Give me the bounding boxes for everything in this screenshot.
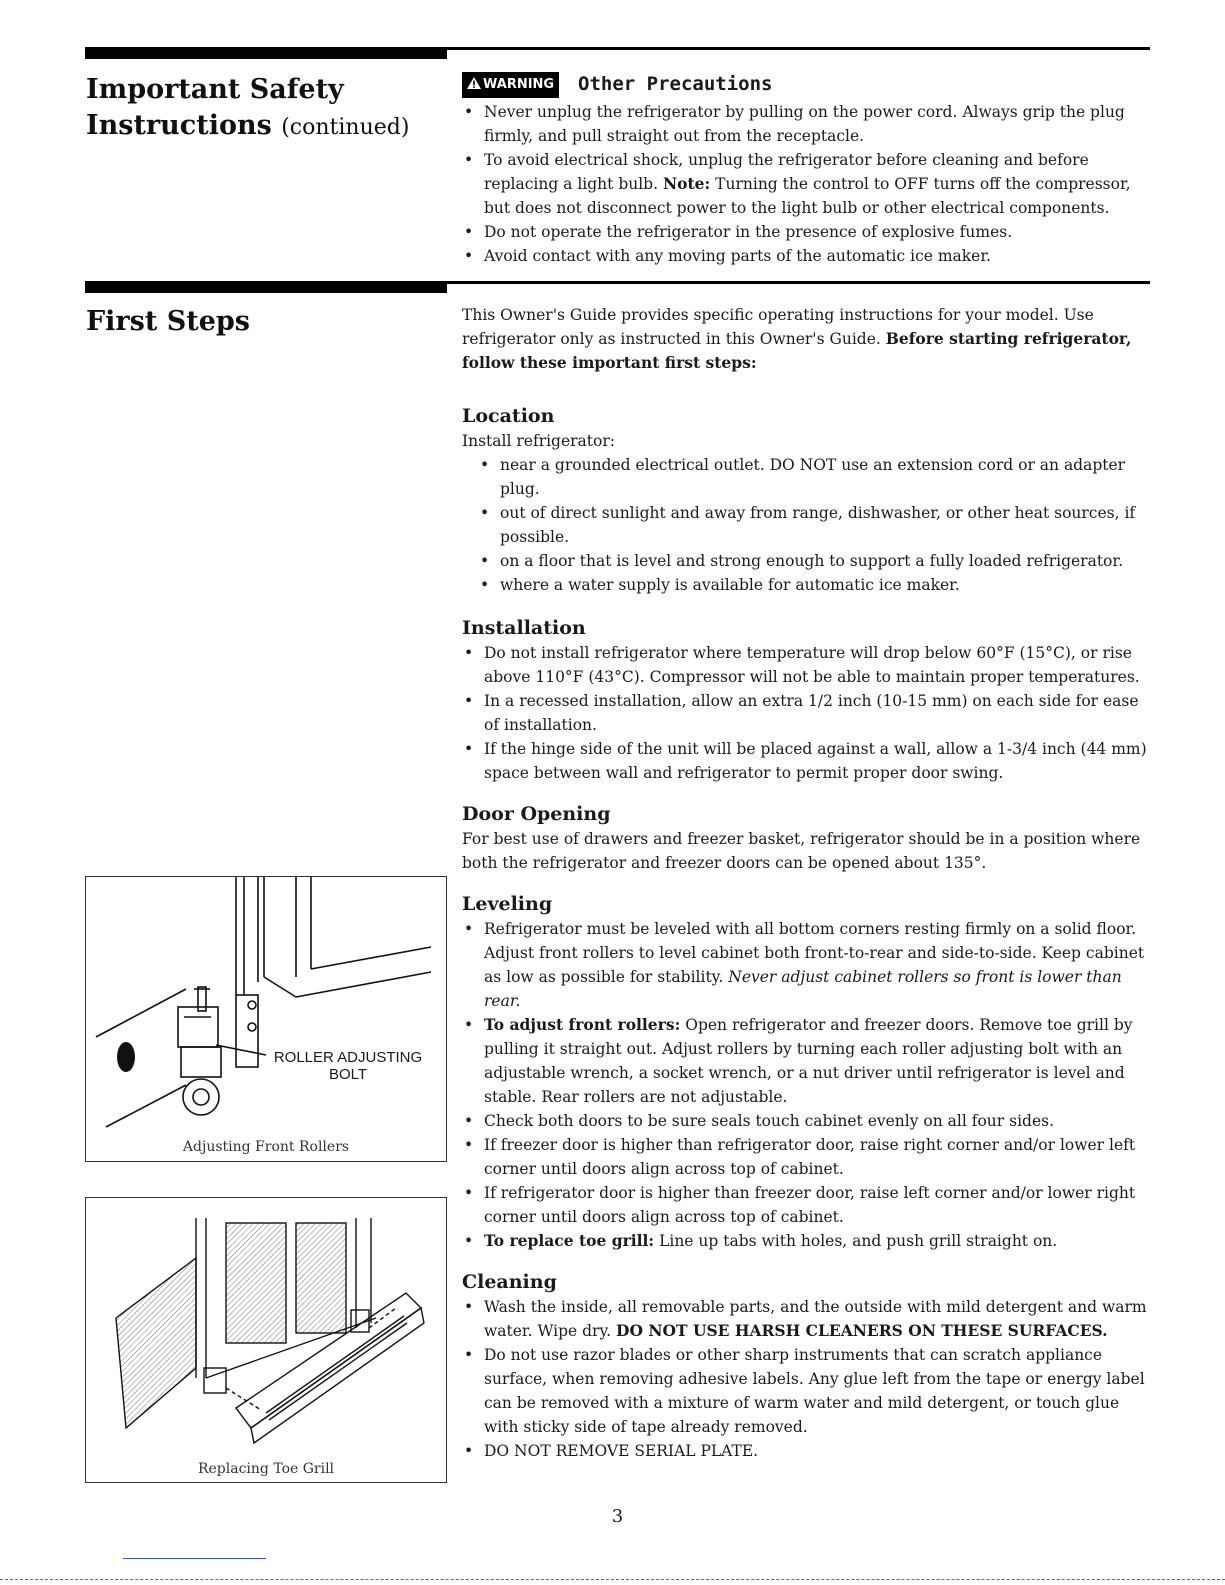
location-heading: Location	[462, 405, 555, 427]
list-item: • out of direct sunlight and away from range, dishwasher, or other heat sources, if possible.	[462, 501, 1152, 549]
top-rule-thin	[447, 47, 1150, 50]
leveling-heading: Leveling	[462, 893, 553, 915]
leveling-list	[462, 917, 1152, 1253]
note-label: Note:	[662, 174, 711, 193]
list-item: • Do not operate the refrigerator in the presence of explosive fumes.	[462, 220, 1152, 244]
list-item: • Refrigerator must be leveled with all bottom corners resting firmly on a solid floor. Adjust front rollers to level cabinet both front-to-rear and side-to-side. Keep cabinet as low as possible for stability. Never adjust cabinet rollers so front is lower than rear.	[462, 917, 1152, 1013]
list-item: • To adjust front rollers: Open refrigerator and freezer doors. Remove toe grill by pulling it straight out. Adjust rollers by turning each roller adjusting bolt with an adjustable wrench, a socket wrench, or a nut driver until refrigerator is level and stable. Rear rollers are not adjustable.	[462, 1013, 1152, 1109]
precautions-list	[462, 100, 1152, 268]
list-item: • on a floor that is level and strong enough to support a fully loaded refrigerator.	[462, 549, 1152, 573]
list-item: • Never unplug the refrigerator by pulling on the power cord. Always grip the plug firmly, and pull straight out from the receptacle.	[462, 100, 1152, 148]
door-opening-text: For best use of drawers and freezer basket, refrigerator should be in a position where both the refrigerator and freezer doors can be opened about 135°.	[462, 830, 1141, 872]
list-item: • Check both doors to be sure seals touch cabinet evenly on all four sides.	[462, 1109, 1152, 1133]
cleaning-heading: Cleaning	[462, 1271, 557, 1293]
list-item: • In a recessed installation, allow an extra 1/2 inch (10-15 mm) on each side for ease of installation.	[462, 689, 1152, 737]
footer-line	[123, 1558, 266, 1559]
safety-title	[86, 72, 409, 146]
list-item: • Wash the inside, all removable parts, and the outside with mild detergent and warm water. Wipe dry. DO NOT USE HARSH CLEANERS ON THESE SURFACES.	[462, 1295, 1152, 1343]
intro-paragraph: This Owner's Guide provides specific operating instructions for your model. Use refrigerator only as instructed in this Owner's Guide. Before starting refrigerator, follow these important first steps:	[462, 306, 1132, 372]
roller-illustration	[86, 877, 446, 1139]
list-item: • Do not use razor blades or other sharp instruments that can scratch appliance surface, when removing adhesive labels. Any glue left from the tape or energy label can be removed with a mixture of warm water and mild detergent, or touch glue with sticky side of tape already removed.	[462, 1343, 1152, 1439]
list-item: • where a water supply is available for automatic ice maker.	[462, 573, 1152, 597]
first-steps-title: First Steps	[86, 306, 250, 337]
location-list	[462, 453, 1152, 597]
roller-label-line1: ROLLER ADJUSTING	[273, 1049, 423, 1066]
safety-content	[462, 72, 1152, 268]
mid-rule-thick	[85, 281, 447, 293]
list-item: • If refrigerator door is higher than freezer door, raise left corner and/or lower right corner until doors align across top of cabinet.	[462, 1181, 1152, 1229]
door-opening-heading: Door Opening	[462, 803, 611, 825]
page-number: 3	[611, 1506, 624, 1527]
page-edge-dashes	[0, 1579, 1225, 1580]
cleaning-list	[462, 1295, 1152, 1463]
list-item: • If freezer door is higher than refrigerator door, raise right corner and/or lower left corner until doors align across top of cabinet.	[462, 1133, 1152, 1181]
figure-adjusting-rollers	[85, 876, 447, 1162]
precautions-header	[462, 72, 1152, 98]
location-lead: Install refrigerator:	[462, 432, 615, 450]
figure-caption: Replacing Toe Grill	[197, 1461, 335, 1477]
list-item: • Do not install refrigerator where temperature will drop below 60°F (15°C), or rise above 110°F (43°C). Compressor will not be able to maintain proper temperatures.	[462, 641, 1152, 689]
precautions-title: Other Precautions	[578, 73, 773, 95]
installation-heading: Installation	[462, 617, 586, 639]
list-item: • Avoid contact with any moving parts of the automatic ice maker.	[462, 244, 1152, 268]
list-item: • To avoid electrical shock, unplug the refrigerator before cleaning and before replacing a light bulb. Note: Turning the control to OFF turns off the compressor, but does not disconnect power to the light bulb or other electrical components.	[462, 148, 1152, 220]
list-item: • DO NOT REMOVE SERIAL PLATE.	[462, 1439, 1152, 1463]
top-rule-thick	[85, 47, 447, 59]
figure-toe-grill	[85, 1197, 447, 1483]
first-steps-content	[462, 303, 1152, 1463]
toe-grill-illustration	[86, 1198, 446, 1458]
figure-caption: Adjusting Front Rollers	[182, 1139, 350, 1155]
list-item: • If the hinge side of the unit will be placed against a wall, allow a 1-3/4 inch (44 mm) space between wall and refrigerator to permit proper door swing.	[462, 737, 1152, 785]
warning-badge	[462, 72, 559, 98]
warning-label: WARNING	[483, 77, 555, 92]
safety-title-continued: (continued)	[281, 115, 410, 140]
safety-title-line2: Instructions	[86, 110, 272, 141]
list-item: • near a grounded electrical outlet. DO NOT use an extension cord or an adapter plug.	[462, 453, 1152, 501]
installation-list	[462, 641, 1152, 785]
safety-title-line1: Important Safety	[86, 74, 344, 105]
roller-label	[258, 1049, 438, 1083]
warning-triangle-icon	[467, 77, 481, 89]
mid-rule-thin	[447, 281, 1150, 284]
note-text: Turning the control to OFF turns off the compressor, but does not disconnect power to the light bulb or other electrical components.	[484, 175, 1131, 217]
list-item: • To replace toe grill: Line up tabs with holes, and push grill straight on.	[462, 1229, 1152, 1253]
roller-label-line2: BOLT	[328, 1066, 368, 1083]
